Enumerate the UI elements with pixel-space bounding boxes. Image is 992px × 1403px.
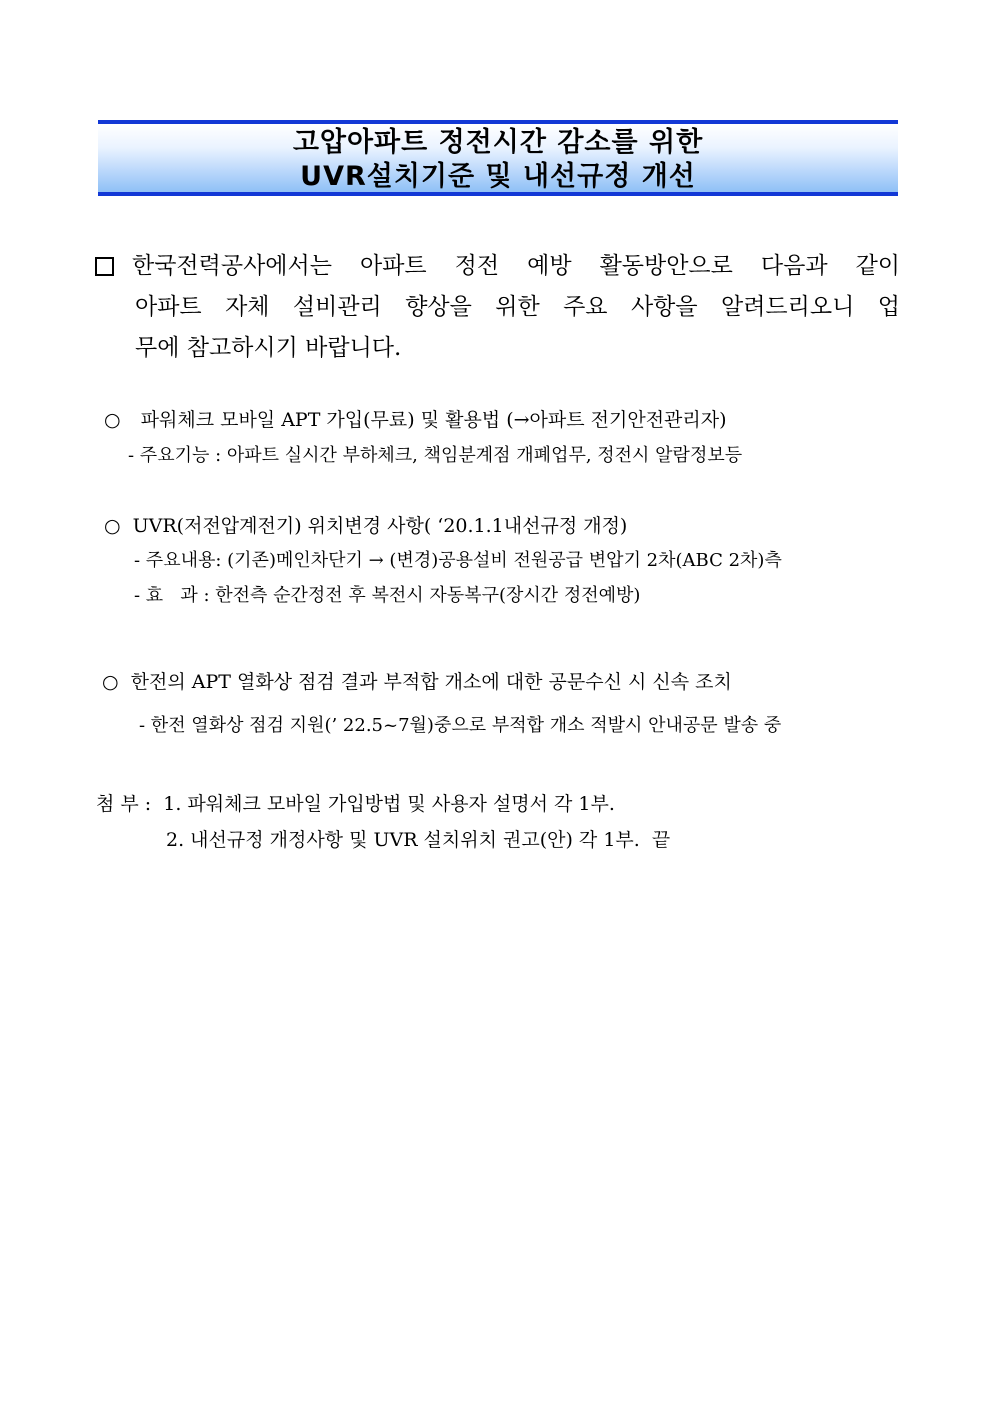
section-3-heading-text: 한전의 APT 열화상 점검 결과 부적합 개소에 대한 공문수신 시 신속 조치	[130, 671, 732, 693]
attachment-item-1: 1. 파워체크 모바일 가입방법 및 사용자 설명서 각 1부.	[163, 793, 615, 815]
attachment-item-2: 2. 내선규정 개정사항 및 UVR 설치위치 권고(안) 각 1부. 끝	[166, 829, 671, 851]
title-line-1: 고압아파트 정전시간 감소를 위한	[292, 127, 704, 158]
section-2-item-2: - 효 과 : 한전측 순간정전 후 복전시 자동복구(장시간 정전예방)	[134, 585, 641, 606]
section-3-heading	[102, 667, 732, 694]
section-2-item-1: - 주요내용: (기존)메인차단기 → (변경)공용설비 전원공급 변압기 2차(ABC 2차)측	[134, 550, 782, 571]
intro-line-2	[95, 287, 900, 328]
circle-bullet-icon: ○	[102, 671, 119, 693]
intro-paragraph	[95, 246, 900, 369]
section-2-heading	[104, 511, 627, 538]
section-2-heading-text: UVR(저전압계전기) 위치변경 사항( ‘20.1.1내선규정 개정)	[132, 515, 628, 537]
title-line-2: UVR설치기준 및 내선규정 개선	[300, 161, 696, 192]
intro-line-1	[95, 246, 900, 287]
circle-bullet-icon: ○	[104, 409, 121, 431]
section-1-heading	[104, 405, 727, 432]
intro-line-2-text: 아파트 자체 설비관리 향상을 위한 주요 사항을 알려드리오니 업	[135, 294, 900, 320]
section-3-item-1: - 한전 열화상 점검 지원(’ 22.5~7월)중으로 부적합 개소 적발시 안내공문 발송 중	[139, 715, 782, 736]
checkbox-square-icon	[95, 257, 114, 276]
circle-bullet-icon: ○	[104, 515, 121, 537]
intro-line-3	[95, 328, 900, 369]
section-1-item-1: - 주요기능 : 아파트 실시간 부하체크, 책임분계점 개폐업무, 정전시 알람정보등	[128, 445, 743, 466]
attachments-line-1	[96, 789, 615, 816]
document-title-banner	[98, 120, 898, 196]
intro-line-1-text: 한국전력공사에서는 아파트 정전 예방 활동방안으로 다음과 같이	[132, 253, 900, 279]
attachments-label: 첨 부 :	[96, 793, 152, 815]
intro-line-3-text: 무에 참고하시기 바랍니다.	[135, 335, 402, 361]
section-1-heading-text: 파워체크 모바일 APT 가입(무료) 및 활용법 (→아파트 전기안전관리자)	[140, 409, 727, 431]
